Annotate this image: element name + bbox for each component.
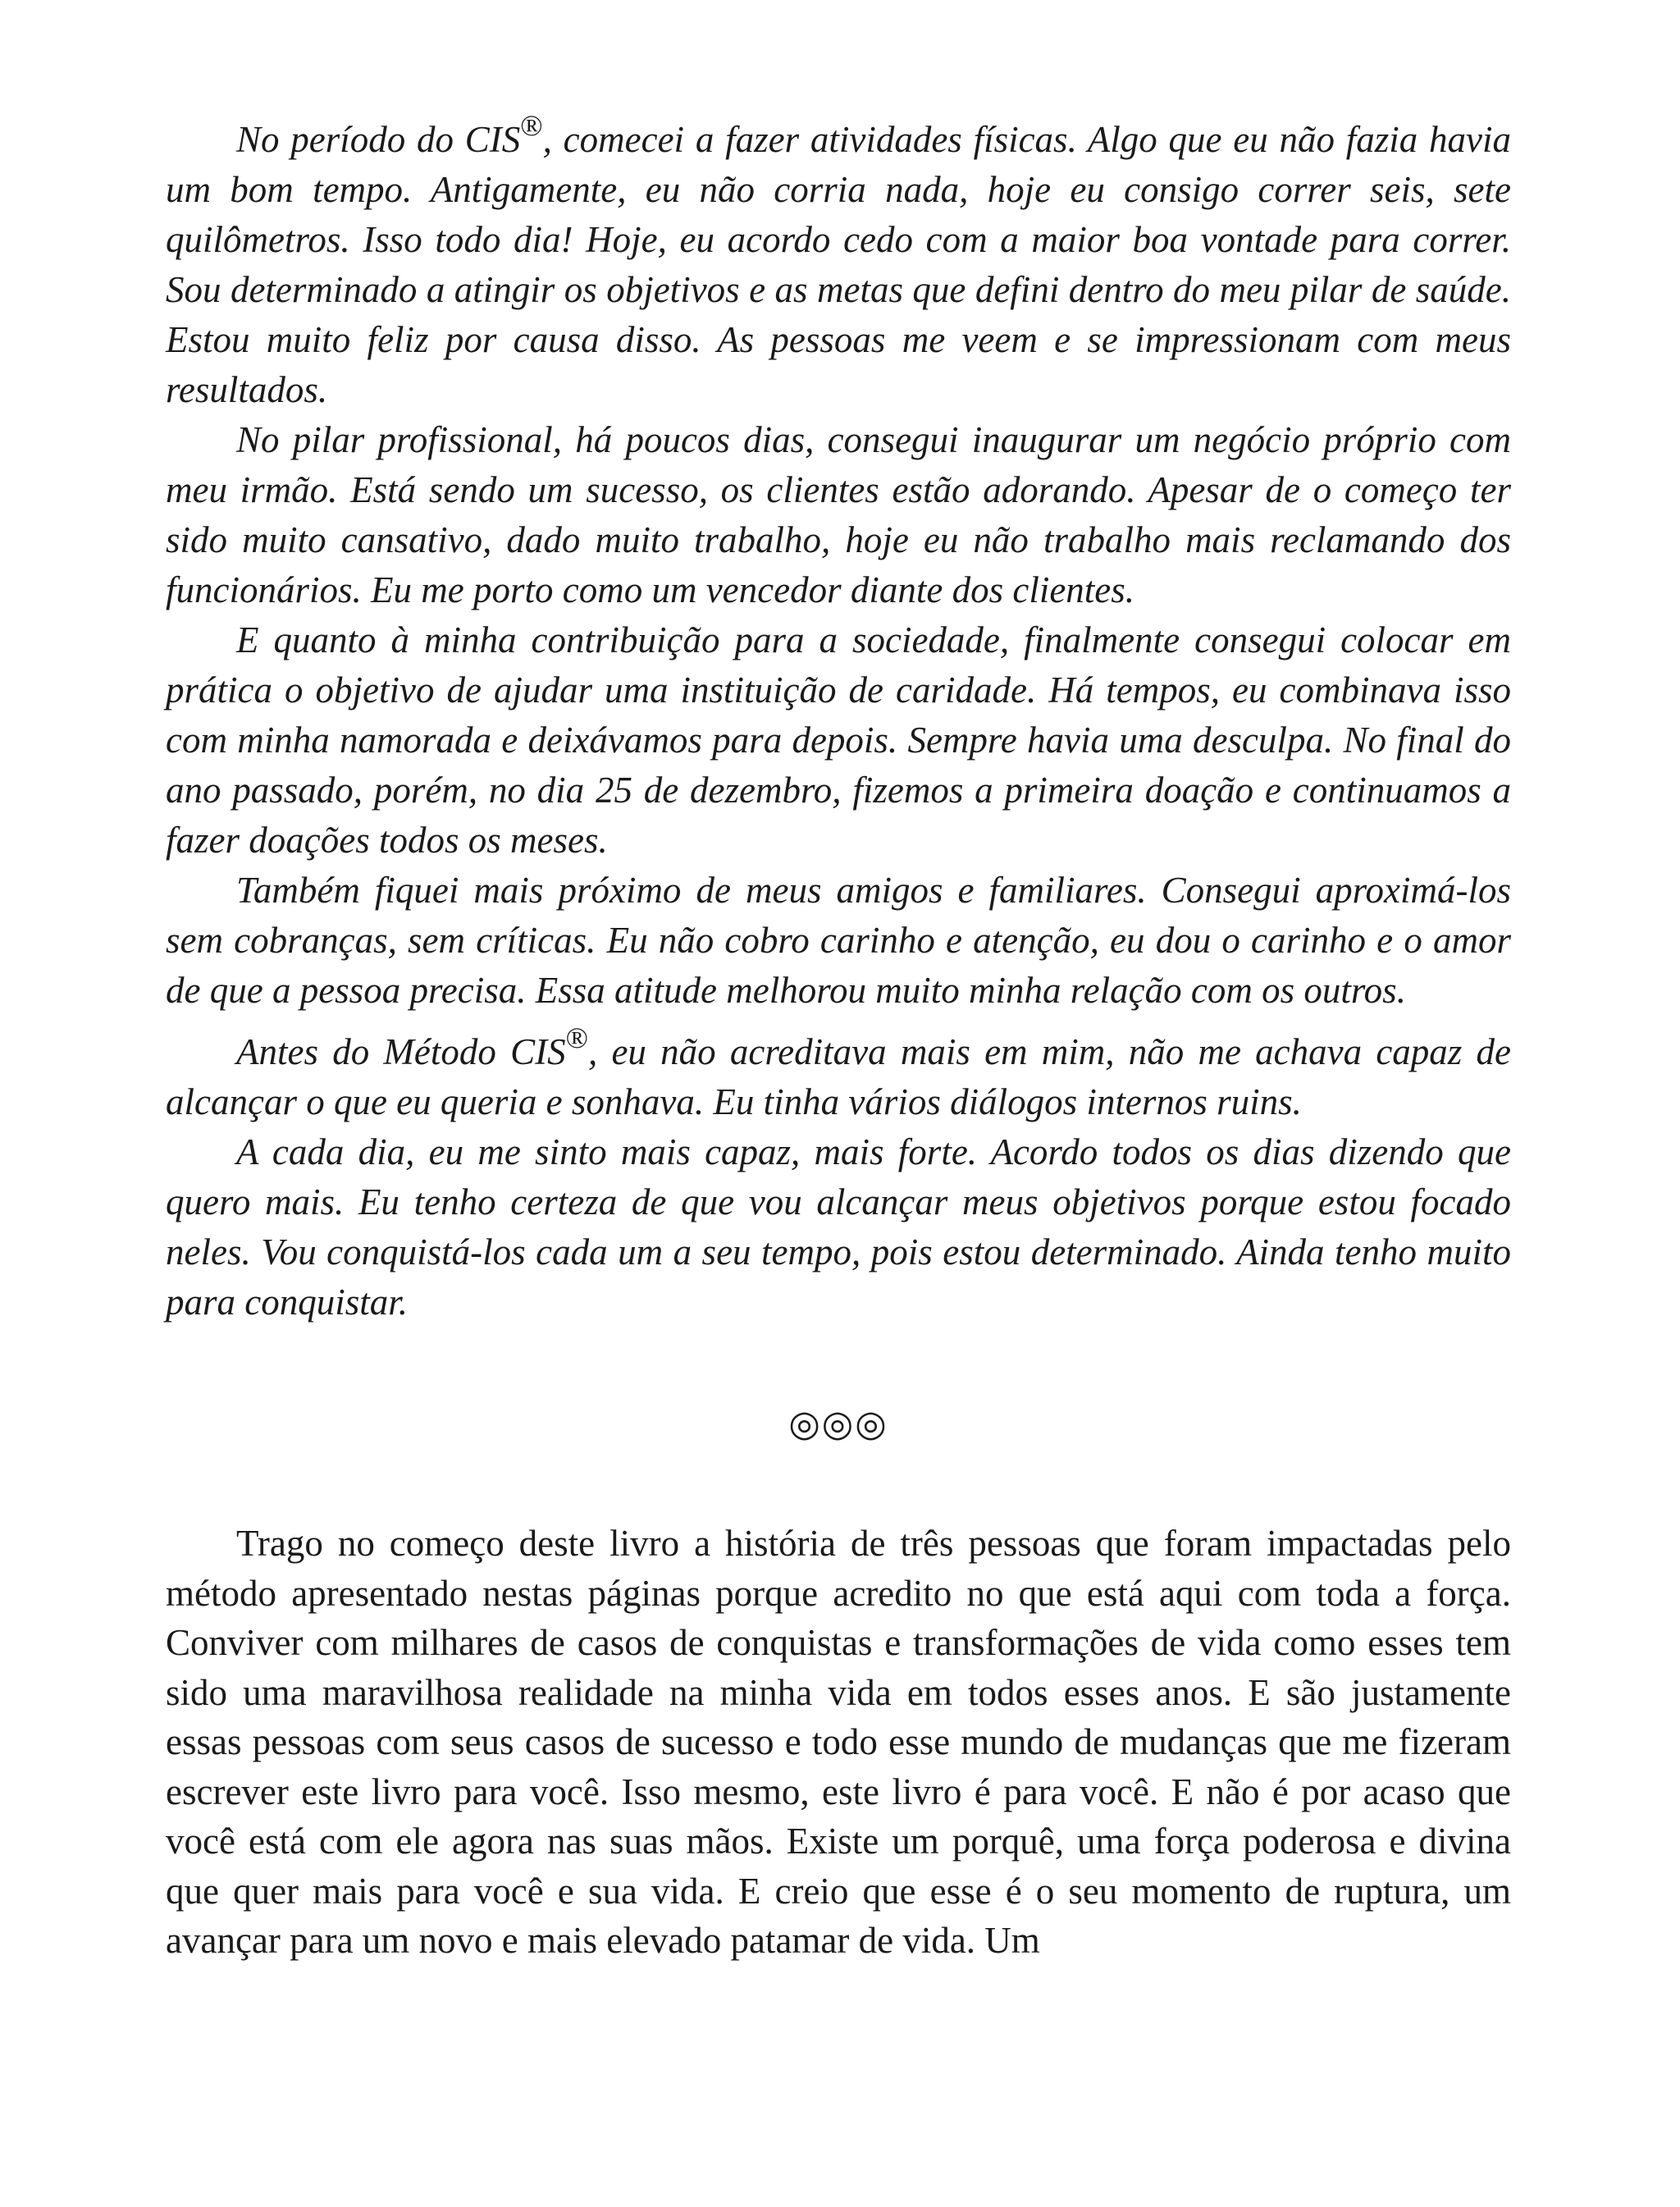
text-span: , eu não acreditava mais em mim, não me achava capaz de alcançar o que eu queria e sonhava. Eu tinha vários diálogos internos ruins. — [166, 1031, 1511, 1122]
registered-mark: ® — [565, 1021, 588, 1055]
section-divider-ornament: ◎◎◎ — [788, 1403, 888, 1445]
testimonial-paragraph-6: A cada dia, eu me sinto mais capaz, mais forte. Acordo todos os dias dizendo que quero mais. Eu tenho certeza de que vou alcançar meus objetivos porque estou focado neles. Vou conquistá-los cada um a seu tempo, pois estou determinado. Ainda tenho muito para conquistar. — [166, 1131, 1511, 1323]
book-page — [166, 109, 1511, 1966]
testimonial-paragraph-5 — [166, 1021, 1511, 1127]
text-span: , comecei a fazer atividades físicas. Algo que eu não fazia havia um bom tempo. Antigamente, eu não corria nada, hoje eu consigo correr seis, sete quilômetros. Isso todo dia! Hoje, eu acordo cedo com a maior boa vontade para correr. Sou determinado a atingir os objetivos e as metas que defini dentro do meu pilar de saúde. Estou muito feliz por causa disso. As pessoas me veem e se impressionam com meus resultados. — [166, 119, 1511, 410]
text-span: No período do CIS — [236, 119, 521, 160]
body-text-block — [166, 1519, 1511, 1966]
body-paragraph-1: Trago no começo deste livro a história de três pessoas que foram impactadas pelo método apresentado nestas páginas porque acredito no que está aqui com toda a força. Conviver com milhares de casos de conquistas e transformações de vida como esses tem sido uma maravilhosa realidade na minha vida em todos esses anos. E são justamente essas pessoas com seus casos de sucesso e todo esse mundo de mudanças que me fizeram escrever este livro para você. Isso mesmo, este livro é para você. E não é por acaso que você está com ele agora nas suas mãos. Existe um porquê, uma força poderosa e divina que quer mais para você e sua vida. E creio que esse é o seu momento de ruptura, um avançar para um novo e mais elevado patamar de vida. Um — [166, 1523, 1511, 1961]
registered-mark: ® — [520, 109, 543, 143]
text-span: Antes do Método CIS — [236, 1031, 566, 1072]
testimonial-paragraph-2: No pilar profissional, há poucos dias, consegui inaugurar um negócio próprio com meu irmão. Está sendo um sucesso, os clientes estão adorando. Apesar de o começo ter sido muito cansativo, dado muito trabalho, hoje eu não trabalho mais reclamando dos funcionários. Eu me porto como um vencedor diante dos clientes. — [166, 419, 1511, 610]
testimonial-paragraph-3: E quanto à minha contribuição para a sociedade, finalmente consegui colocar em prática o objetivo de ajudar uma instituição de caridade. Há tempos, eu combinava isso com minha namorada e deixávamos para depois. Sempre havia uma desculpa. No final do ano passado, porém, no dia 25 de dezembro, fizemos a primeira doação e continuamos a fazer doações todos os meses. — [166, 619, 1511, 861]
testimonial-block — [166, 109, 1511, 1327]
testimonial-paragraph-4: Também fiquei mais próximo de meus amigos e familiares. Consegui aproximá-los sem cobranças, sem críticas. Eu não cobro carinho e atenção, eu dou o carinho e o amor de que a pessoa precisa. Essa atitude melhorou muito minha relação com os outros. — [166, 870, 1511, 1011]
testimonial-paragraph-1 — [166, 109, 1511, 415]
